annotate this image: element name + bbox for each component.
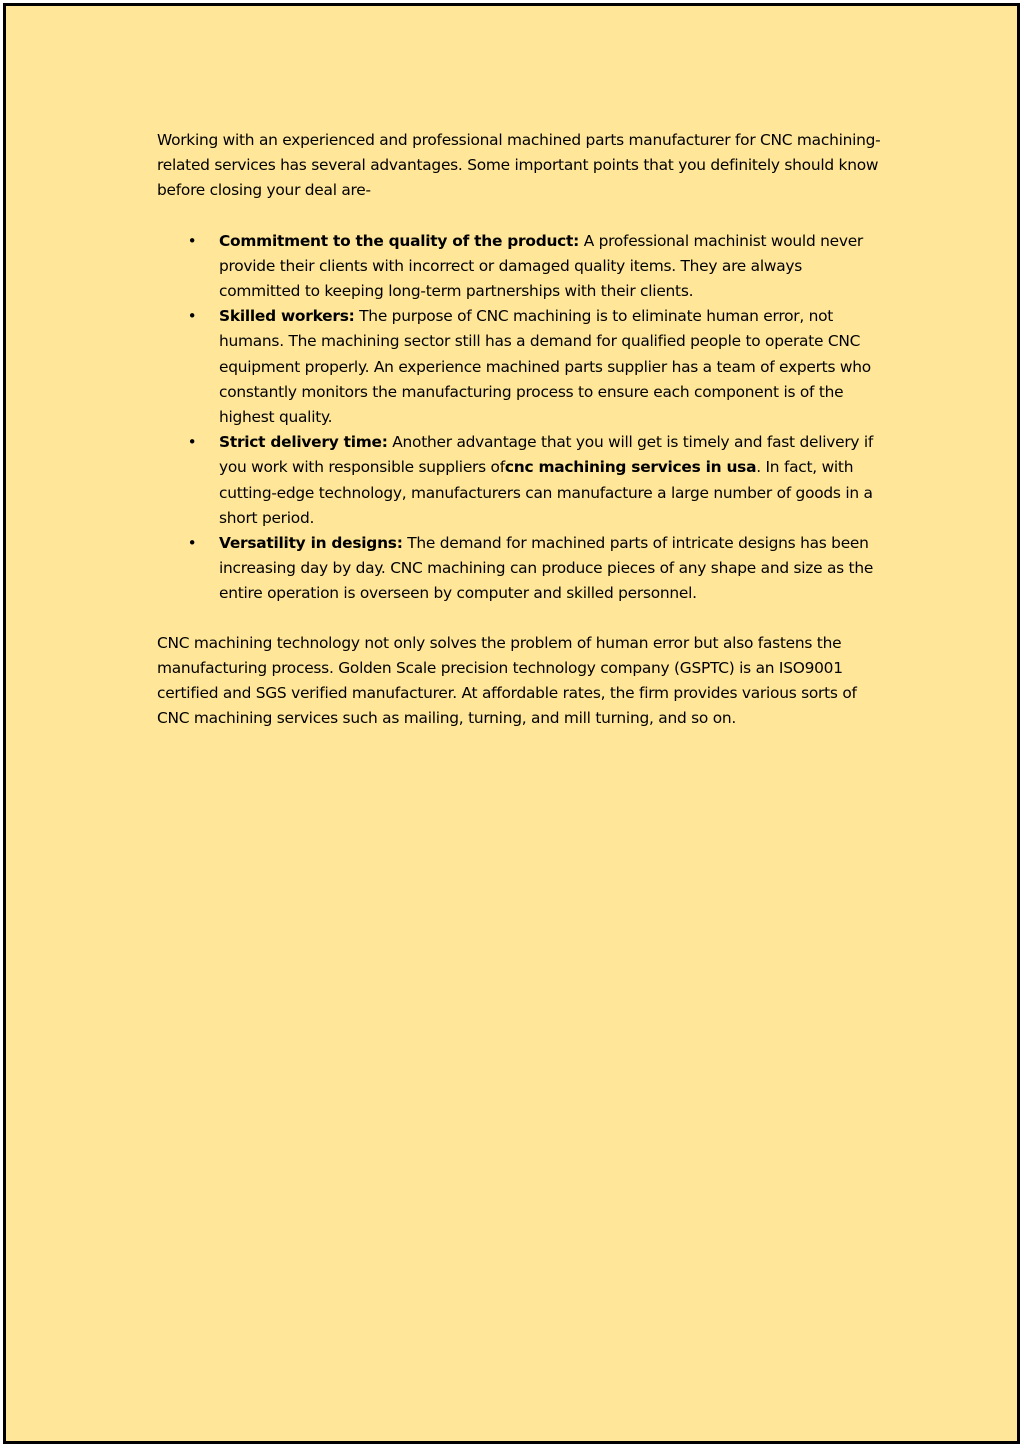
list-item [157, 531, 887, 607]
document-page [3, 3, 1020, 1444]
point-heading: Commitment to the quality of the product: [219, 231, 580, 250]
intro-paragraph: Working with an experienced and professional machined parts manufacturer for CNC machining-related services has several advantages. Some important points that you definitely should know before closing your deal are- [157, 131, 881, 200]
point-text: The purpose of CNC machining is to eliminate human error, not humans. The machining sector still has a demand for qualified people to operate CNC equipment properly. An experience machined parts supplier has a team of experts who constantly monitors the manufacturing process to ensure each component is of the highest quality. [219, 307, 871, 427]
point-text: The demand for machined parts of intricate designs has been increasing day by day. CNC machining can produce pieces of any shape and size as the entire operation is overseen by computer and skilled personnel. [219, 534, 874, 603]
document-body [157, 128, 887, 731]
list-item [157, 229, 887, 305]
advantages-list [157, 229, 887, 607]
point-heading: Versatility in designs: [219, 534, 403, 553]
point-text: A professional machinist would never provide their clients with incorrect or damaged quality items. They are always committed to keeping long-term partnerships with their clients. [219, 231, 863, 301]
point-heading: Strict delivery time: [219, 433, 388, 452]
point-heading: Skilled workers: [219, 307, 355, 326]
bullet-icon: • [187, 433, 197, 452]
list-item [157, 430, 887, 531]
closing-paragraph: CNC machining technology not only solves the problem of human error but also fastens the manufacturing process. Golden Scale precision technology company (GSPTC) is an ISO9001 certified and SGS verified manufacturer. At affordable rates, the firm provides various sorts of CNC machining services such as mailing, turning, and mill turning, and so on. [157, 633, 857, 728]
bullet-icon: • [187, 307, 197, 326]
point-text: Another advantage that you will get is timely and fast delivery if you work with responsible suppliers of [219, 433, 874, 477]
list-item [157, 304, 887, 430]
point-text-after: . In fact, with cutting-edge technology, manufacturers can manufacture a large number of goods in a short period. [219, 458, 873, 527]
point-emphasis: cnc machining services in usa [504, 458, 757, 477]
bullet-icon: • [187, 534, 197, 553]
bullet-icon: • [187, 231, 197, 250]
